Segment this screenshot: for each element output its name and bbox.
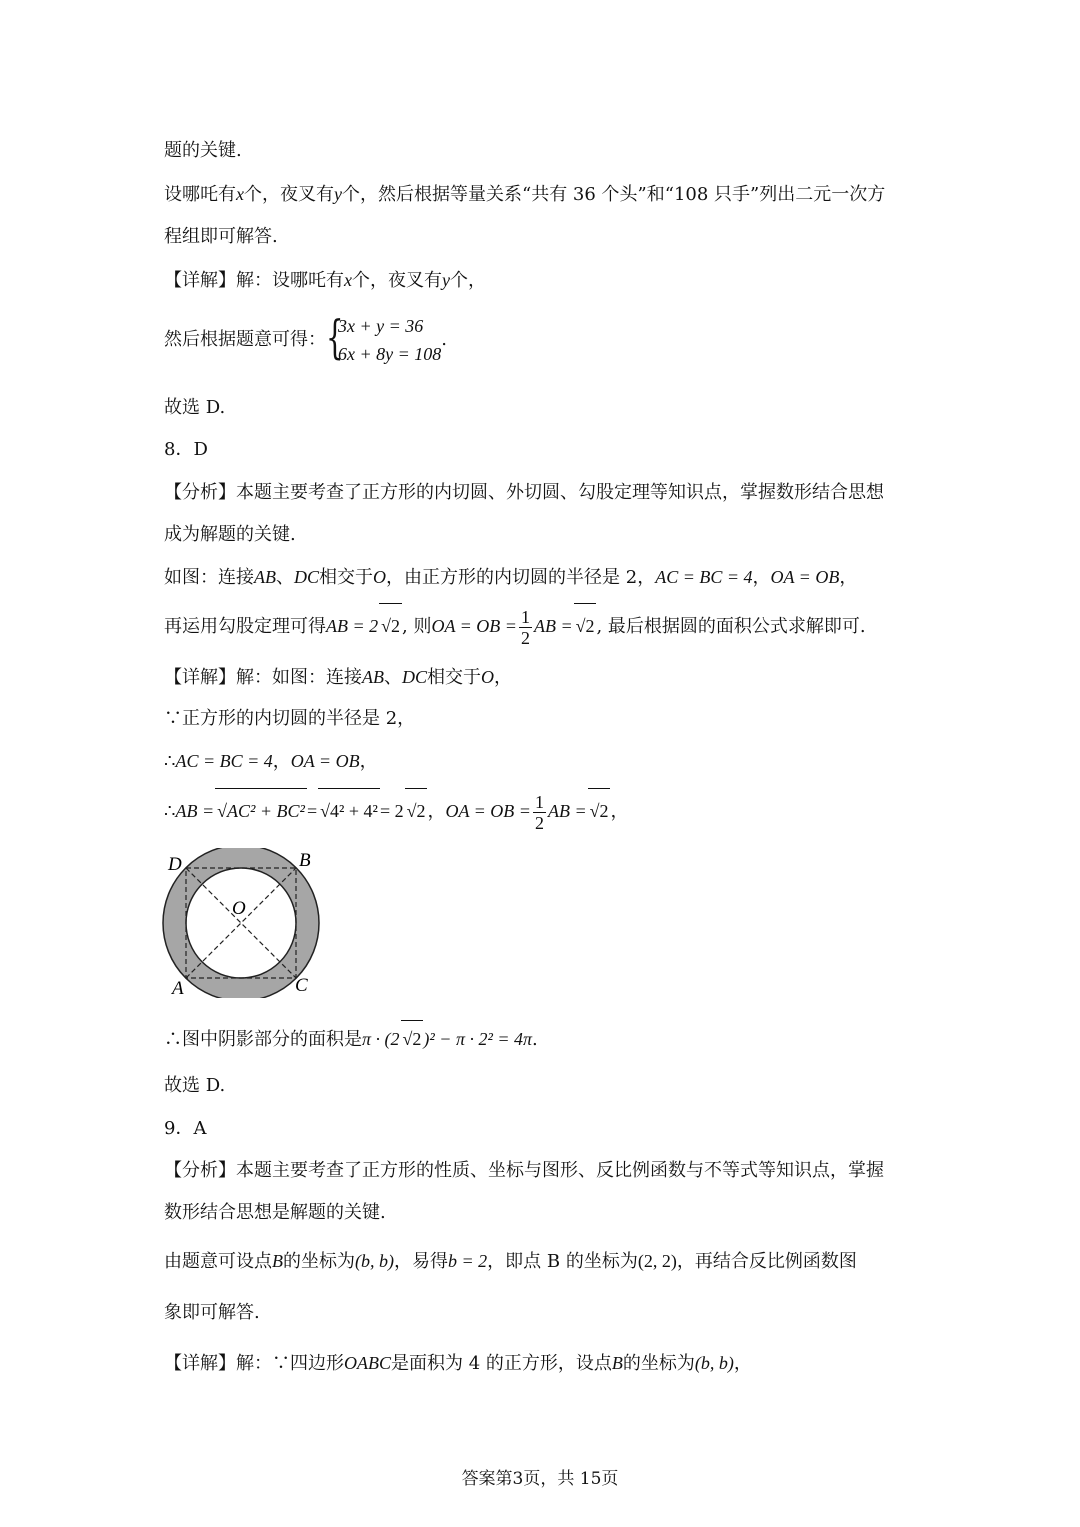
text-line: ∴AB = √AC² + BC² = √4² + 4² = 2 √2 ，OA = OB = $\frac{1}{2}$ AB = √2 ， [164,788,628,834]
equation-system: { 3x + y = 36 6x + 8y = 108 [326,310,442,364]
label-C: C [295,975,308,996]
text-line: 【分析】本题主要考查了正方形的性质、坐标与图形、反比例函数与不等式等知识点，掌握 [164,1160,884,1181]
text-line: 题的关键. [164,140,242,161]
text-line: 象即可解答. [164,1302,260,1323]
text-line: 【详解】解：如图：连接AB、DC相交于O， [164,667,513,688]
text-line: 【分析】本题主要考查了正方形的内切圆、外切圆、勾股定理等知识点，掌握数形结合思想 [164,482,884,503]
question-answer: 8．D [164,439,208,460]
text-line: 【详解】解：∵四边形OABC是面积为 4 的正方形，设点B的坐标为(b, b)， [164,1353,752,1374]
label-A: A [172,978,184,998]
text-line: 数形结合思想是解题的关键. [164,1202,386,1223]
question-answer: 9．A [164,1118,207,1139]
label-O: O [232,898,246,919]
text-line: 成为解题的关键. [164,524,296,545]
circle-square-figure [160,848,330,998]
text-line: 【详解】解：设哪吒有x个，夜叉有y个， [164,270,486,291]
text-line: 程组即可解答. [164,226,278,247]
text-line: ∴图中阴影部分的面积是π · (2 √2 )² − π · 2² = 4π. [164,1020,538,1058]
text-line: 如图：连接AB、DC相交于O，由正方形的内切圆的半径是 2，AC = BC = 4，OA = OB， [164,567,858,588]
text-line: 由题意可设点B的坐标为(b, b)，易得b = 2，即点 B 的坐标为(2, 2)，再结合反比例函数图 [164,1251,857,1272]
label-B: B [299,850,311,871]
text-line: ∴AC = BC = 4，OA = OB， [164,751,378,772]
text-line: 故选 D. [164,1075,226,1096]
equation-system-line: 然后根据题意可得： { 3x + y = 36 6x + 8y = 108 . [164,312,447,368]
label-D: D [168,854,182,875]
page-footer: 答案第3页，共 15页 [461,1469,619,1489]
text-line: 故选 D. [164,397,226,418]
text-line: 再运用勾股定理可得AB = 2 √2 , 则OA = OB = $\frac{1}{2}$ AB = √2 , 最后根据圆的面积公式求解即可. [164,603,866,649]
text-line: 设哪吒有x个，夜叉有y个，然后根据等量关系“共有 36 个头”和“108 只手”列出二元一次方 [164,184,886,205]
text-line: ∵正方形的内切圆的半径是 2， [164,708,416,729]
